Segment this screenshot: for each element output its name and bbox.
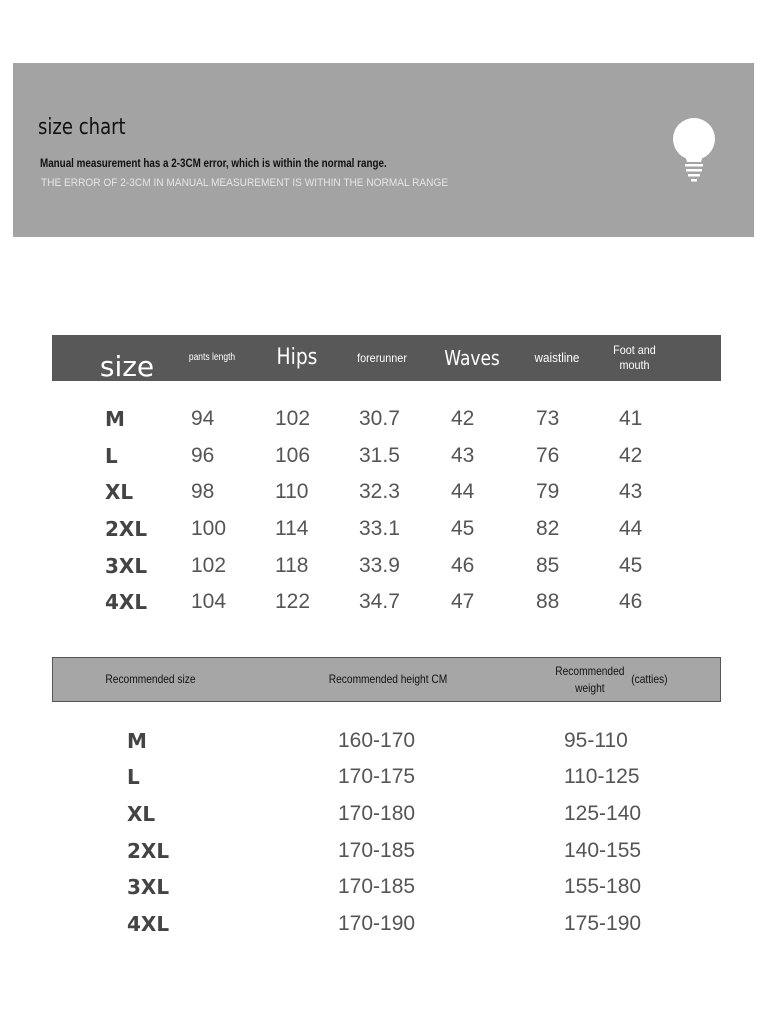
header-recommended-height: Recommended height CM: [328, 672, 448, 687]
cell-pants-length: 102: [191, 554, 227, 577]
cell-waistline: 73: [536, 407, 560, 430]
cell-waves: 44: [451, 480, 475, 503]
table-row: [52, 833, 721, 869]
cell-height: 170-190: [338, 912, 416, 935]
table-row: [52, 796, 721, 832]
cell-hips: 114: [275, 517, 309, 540]
table-row: [52, 759, 721, 795]
cell-weight: 95-110: [564, 729, 628, 752]
cell-waves: 47: [451, 590, 475, 613]
header-pants-length: pants length: [188, 351, 236, 363]
banner-subtitle: Manual measurement has a 2-3CM error, which is within the normal range.: [40, 156, 387, 170]
recommend-table-header: [52, 657, 721, 702]
cell-forerunner: 32.3: [359, 480, 400, 503]
cell-weight: 155-180: [564, 875, 642, 898]
cell-hips: 106: [275, 444, 311, 467]
cell-size: 2XL: [127, 839, 170, 863]
header-forerunner: forerunner: [357, 350, 407, 365]
banner-title: size chart: [38, 115, 126, 140]
header-recommended-weight: [549, 658, 668, 701]
table-row: [52, 584, 721, 620]
cell-waves: 43: [451, 444, 475, 467]
cell-foot-mouth: 44: [619, 517, 643, 540]
size-chart-banner: [13, 63, 754, 237]
table-row: [52, 401, 721, 437]
lightbulb-icon: [671, 118, 717, 182]
cell-weight: 140-155: [564, 839, 642, 862]
cell-weight: 110-125: [564, 765, 640, 788]
header-hips: Hips: [276, 345, 318, 371]
cell-waistline: 76: [536, 444, 560, 467]
cell-forerunner: 33.9: [359, 554, 400, 577]
header-weight-line2: (catties): [631, 672, 668, 687]
table-row: [52, 438, 721, 474]
size-table-header: [52, 335, 721, 381]
header-waistline: waistline: [534, 349, 580, 365]
cell-foot-mouth: 43: [619, 480, 643, 503]
cell-hips: 110: [275, 480, 309, 503]
cell-height: 170-185: [338, 839, 416, 862]
cell-hips: 122: [275, 590, 311, 613]
header-foot-mouth: Foot and mouth: [613, 343, 656, 372]
cell-pants-length: 94: [191, 407, 215, 430]
cell-foot-mouth: 45: [619, 554, 643, 577]
cell-size: 2XL: [105, 517, 148, 541]
cell-size: L: [127, 765, 140, 789]
table-row: [52, 511, 721, 547]
table-row: [52, 723, 721, 759]
cell-waves: 45: [451, 517, 475, 540]
cell-size: 4XL: [127, 912, 170, 936]
header-size: size: [99, 349, 155, 383]
cell-hips: 118: [275, 554, 309, 577]
cell-pants-length: 96: [191, 444, 215, 467]
header-waves: Waves: [444, 345, 500, 370]
cell-size: 3XL: [127, 875, 170, 899]
cell-forerunner: 34.7: [359, 590, 400, 613]
cell-waistline: 85: [536, 554, 560, 577]
cell-waves: 42: [451, 407, 475, 430]
cell-foot-mouth: 41: [619, 407, 643, 430]
cell-size: XL: [127, 802, 156, 826]
cell-foot-mouth: 42: [619, 444, 643, 467]
cell-forerunner: 31.5: [359, 444, 400, 467]
cell-weight: 175-190: [564, 912, 642, 935]
header-recommended-size: Recommended size: [105, 672, 196, 687]
cell-height: 160-170: [338, 729, 416, 752]
cell-size: M: [105, 407, 125, 431]
cell-weight: 125-140: [564, 802, 642, 825]
cell-height: 170-175: [338, 765, 416, 788]
table-row: [52, 548, 721, 584]
cell-size: 3XL: [105, 554, 148, 578]
cell-waves: 46: [451, 554, 475, 577]
cell-hips: 102: [275, 407, 311, 430]
table-row: [52, 474, 721, 510]
cell-size: XL: [105, 480, 134, 504]
cell-forerunner: 30.7: [359, 407, 400, 430]
cell-foot-mouth: 46: [619, 590, 643, 613]
cell-waistline: 82: [536, 517, 560, 540]
cell-pants-length: 104: [191, 590, 227, 613]
cell-height: 170-180: [338, 802, 416, 825]
cell-height: 170-185: [338, 875, 416, 898]
cell-pants-length: 100: [191, 517, 227, 540]
cell-size: 4XL: [105, 590, 148, 614]
table-row: [52, 906, 721, 942]
banner-subtitle-caps: THE ERROR OF 2-3CM IN MANUAL MEASUREMENT IS WITHIN THE NORMAL RANGE: [41, 177, 449, 189]
cell-size: L: [105, 444, 118, 468]
header-weight-line1: Recommended weight: [555, 664, 625, 695]
cell-waistline: 88: [536, 590, 560, 613]
cell-forerunner: 33.1: [359, 517, 400, 540]
table-row: [52, 869, 721, 905]
cell-size: M: [127, 729, 147, 753]
cell-pants-length: 98: [191, 480, 215, 503]
cell-waistline: 79: [536, 480, 560, 503]
